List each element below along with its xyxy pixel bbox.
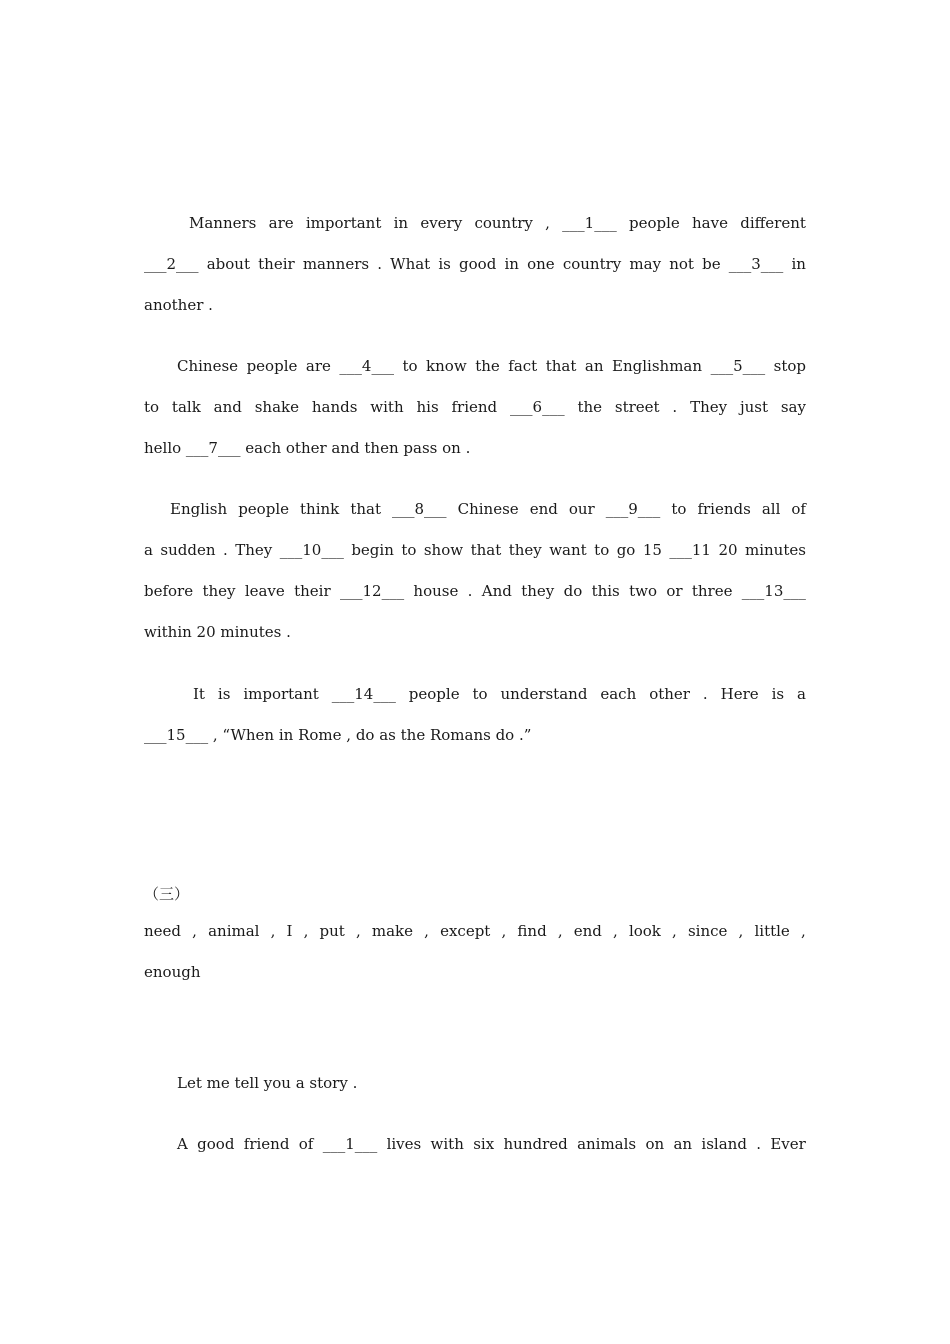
- word: show: [423, 541, 464, 559]
- word: our: [568, 500, 595, 518]
- text-line: [144, 581, 806, 601]
- word: to: [671, 500, 687, 518]
- word: ,: [355, 922, 361, 940]
- word: ,: [738, 922, 744, 940]
- word: is: [438, 255, 451, 273]
- word: sudden: [160, 541, 216, 559]
- word: .: [467, 582, 473, 600]
- word: ,: [613, 922, 618, 940]
- word: A: [177, 1135, 188, 1153]
- word: It: [193, 685, 205, 703]
- word: ___1___: [562, 214, 617, 232]
- word: end: [573, 922, 602, 940]
- word: ___2___: [144, 255, 199, 273]
- word: Chinese: [177, 357, 239, 375]
- word: ___11: [669, 541, 711, 559]
- word: all: [761, 500, 781, 518]
- word: is: [771, 685, 785, 703]
- word: ,: [303, 922, 309, 940]
- word: end: [529, 500, 558, 518]
- word: each: [600, 685, 637, 703]
- word: friends: [697, 500, 751, 518]
- word: Ever: [770, 1135, 806, 1153]
- word: friend: [451, 398, 498, 416]
- word: on: [645, 1135, 665, 1153]
- word: think: [300, 500, 340, 518]
- word: ___3___: [728, 255, 784, 273]
- word: that: [350, 500, 381, 518]
- word: is: [217, 685, 231, 703]
- word: Chinese: [457, 500, 519, 518]
- text-line: [144, 356, 806, 376]
- word: ,: [800, 922, 806, 940]
- word: good: [459, 255, 497, 273]
- word: begin: [351, 541, 394, 559]
- word: ___12___: [339, 582, 405, 600]
- text-line: ___15___ , “When in Rome , do as the Romans do .”: [144, 726, 532, 744]
- word: English: [170, 500, 228, 518]
- text-line: [144, 684, 806, 704]
- word: of: [791, 500, 806, 518]
- word: And: [481, 582, 512, 600]
- word: make: [371, 922, 414, 940]
- word: they: [202, 582, 236, 600]
- text-line: Let me tell you a story .: [177, 1074, 358, 1092]
- word: people: [246, 357, 298, 375]
- word: .: [672, 398, 678, 416]
- word: to: [144, 398, 160, 416]
- text-line: within 20 minutes .: [144, 623, 291, 641]
- word: before: [144, 582, 194, 600]
- word: a: [797, 685, 806, 703]
- word: except: [440, 922, 491, 940]
- word: ,: [192, 922, 197, 940]
- word: not: [669, 255, 694, 273]
- word: be: [702, 255, 721, 273]
- word: ___6___: [510, 398, 565, 416]
- word: their: [294, 582, 331, 600]
- word: animals: [577, 1135, 637, 1153]
- word: want: [549, 541, 587, 559]
- word: they: [521, 582, 555, 600]
- word: and: [213, 398, 242, 416]
- word: put: [319, 922, 345, 940]
- word: ,: [672, 922, 677, 940]
- word: are: [268, 214, 294, 232]
- word: in: [504, 255, 519, 273]
- word: people: [238, 500, 289, 518]
- text-line: [144, 540, 806, 560]
- word: shake: [254, 398, 299, 416]
- word: ,: [501, 922, 507, 940]
- word: talk: [171, 398, 201, 416]
- word: in: [393, 214, 409, 232]
- word: do: [563, 582, 583, 600]
- word: ___1___: [322, 1135, 378, 1153]
- word: .: [702, 685, 708, 703]
- word: a: [144, 541, 153, 559]
- word: house: [413, 582, 459, 600]
- word: go: [616, 541, 636, 559]
- word: their: [258, 255, 295, 273]
- word: country: [474, 214, 533, 232]
- word: or: [666, 582, 683, 600]
- word: understand: [500, 685, 588, 703]
- word: that: [470, 541, 502, 559]
- word: ,: [270, 922, 276, 940]
- word: Englishman: [612, 357, 703, 375]
- word: I: [286, 922, 293, 940]
- word: every: [420, 214, 463, 232]
- word: may: [629, 255, 662, 273]
- word: ,: [424, 922, 429, 940]
- text-line: [144, 397, 806, 417]
- word: They: [690, 398, 728, 416]
- word: to: [401, 541, 417, 559]
- word: with: [430, 1135, 464, 1153]
- word: his: [416, 398, 439, 416]
- word: ___14___: [331, 685, 396, 703]
- word: important: [305, 214, 382, 232]
- word: need: [144, 922, 182, 940]
- text-line: [144, 1134, 806, 1154]
- word: fact: [508, 357, 538, 375]
- word: manners: [302, 255, 370, 273]
- word: with: [370, 398, 404, 416]
- word: the: [475, 357, 500, 375]
- word: three: [691, 582, 733, 600]
- word: different: [740, 214, 806, 232]
- word: important: [243, 685, 319, 703]
- word: leave: [244, 582, 285, 600]
- word: island: [701, 1135, 747, 1153]
- word: .: [756, 1135, 762, 1153]
- word: good: [197, 1135, 235, 1153]
- text-line: [144, 499, 806, 519]
- word: ___9___: [605, 500, 661, 518]
- word: the: [577, 398, 603, 416]
- word: ,: [545, 214, 550, 232]
- word: ___13___: [741, 582, 806, 600]
- word: ___10___: [279, 541, 344, 559]
- word: to: [402, 357, 418, 375]
- word: people: [408, 685, 460, 703]
- word: are: [305, 357, 331, 375]
- word: to: [594, 541, 610, 559]
- text-line: another .: [144, 296, 213, 314]
- word: an: [673, 1135, 693, 1153]
- word: since: [687, 922, 728, 940]
- word: look: [628, 922, 661, 940]
- text-line: hello ___7___ each other and then pass on .: [144, 439, 471, 457]
- word: country: [562, 255, 622, 273]
- word: ___8___: [392, 500, 447, 518]
- word: have: [692, 214, 728, 232]
- word: two: [629, 582, 657, 600]
- word: street: [614, 398, 660, 416]
- text-line: [144, 254, 806, 274]
- word: Here: [720, 685, 759, 703]
- word: say: [780, 398, 806, 416]
- word: .: [377, 255, 382, 273]
- word: little: [754, 922, 790, 940]
- word: of: [298, 1135, 314, 1153]
- word-bank-line: [144, 921, 806, 941]
- word: animal: [208, 922, 260, 940]
- word: They: [235, 541, 273, 559]
- word: find: [517, 922, 547, 940]
- word: know: [426, 357, 467, 375]
- text-line: [144, 213, 806, 233]
- word: Manners: [189, 214, 257, 232]
- word: lives: [386, 1135, 422, 1153]
- word: .: [223, 541, 228, 559]
- word: ,: [557, 922, 563, 940]
- word: in: [791, 255, 806, 273]
- word: minutes: [745, 541, 806, 559]
- word: ___5___: [710, 357, 766, 375]
- word: six: [473, 1135, 495, 1153]
- word: friend: [243, 1135, 290, 1153]
- word: 20: [718, 541, 738, 559]
- word: about: [206, 255, 250, 273]
- word: just: [739, 398, 768, 416]
- word-bank-line: enough: [144, 963, 201, 981]
- section-heading: （三）: [144, 885, 190, 903]
- word: this: [591, 582, 620, 600]
- word: other: [649, 685, 690, 703]
- word: 15: [642, 541, 662, 559]
- word: stop: [773, 357, 806, 375]
- word: that: [545, 357, 577, 375]
- word: ___4___: [339, 357, 394, 375]
- word: What: [390, 255, 431, 273]
- word: hands: [311, 398, 358, 416]
- word: hundred: [503, 1135, 568, 1153]
- word: people: [628, 214, 680, 232]
- word: an: [584, 357, 604, 375]
- word: one: [527, 255, 555, 273]
- word: they: [508, 541, 542, 559]
- word: to: [472, 685, 488, 703]
